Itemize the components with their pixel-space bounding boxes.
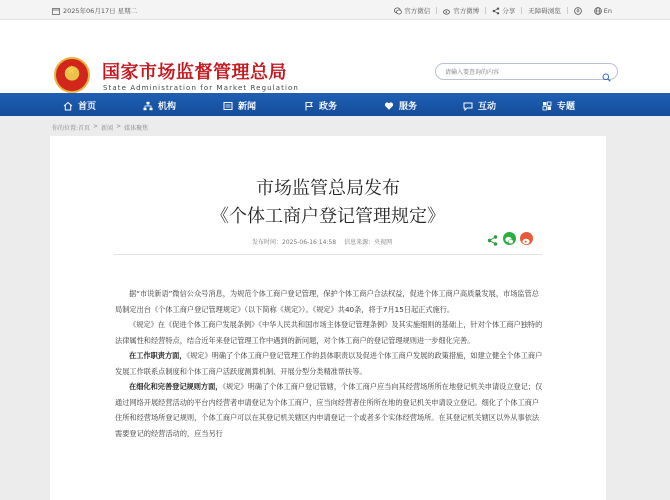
nav-org-label: 机构 — [158, 102, 177, 112]
main-nav — [0, 93, 670, 116]
breadcrumb-home[interactable]: 你的位置:首页 — [52, 125, 91, 132]
article-source: 信息来源：央视网 — [344, 239, 393, 246]
share-icon — [492, 7, 500, 15]
accessibility-link-label: 无障碍浏览 — [528, 7, 561, 15]
search-input[interactable] — [445, 67, 595, 77]
weibo-share-icon[interactable] — [520, 232, 533, 245]
wechat-link-label: 官方微信 — [404, 7, 431, 15]
search-box — [435, 63, 618, 80]
heart-icon — [384, 101, 394, 111]
home-icon — [63, 101, 73, 111]
accessibility-icon — [574, 7, 582, 15]
nav-news[interactable] — [223, 99, 256, 112]
nav-service-label: 服务 — [399, 102, 418, 112]
article-paragraph — [115, 348, 545, 379]
paragraph-text: 《规定》明确了个体工商户登记管理工作的县体职责以及促进个体工商户发展的政策措施，如建立健全个体工商户发展工作联系点制度和个体工商户活跃度测算机制、开展分型分类精准帮扶等。 — [115, 351, 543, 376]
site-subtitle: State Administration for Market Regulation — [103, 84, 299, 92]
chat-icon — [463, 101, 473, 111]
top-utility-bar — [0, 0, 670, 20]
nav-gov-label: 政务 — [319, 102, 338, 112]
nav-org[interactable] — [143, 99, 176, 112]
weibo-link[interactable] — [437, 6, 485, 15]
breadcrumb-news[interactable]: 新闻 — [101, 125, 114, 132]
article-container — [50, 136, 606, 500]
wechat-icon — [394, 7, 402, 15]
breadcrumb-separator: > — [93, 123, 99, 130]
paragraph-text: 《规定》明确了个体工商户登记管辖，个体工商户应当向其经营场所所在地登记机关申请设立登记；仅通过网络开展经营活动的平台内经营者申请登记为个体工商户，应当向经营者住所所在地的登记机关申请设立登记。细化了个体工商户住所和经营场所登记规则，个体工商户可以在其登记机关辖区内申请登记一个或者多个实体经营场所。在其登记机关辖区以外从事依法需要登记的经营活动的，应当另行 — [115, 382, 543, 438]
nav-gov[interactable] — [304, 99, 337, 112]
share-network-icon[interactable] — [486, 232, 499, 245]
nav-interact-label: 互动 — [478, 102, 497, 112]
paragraph-heading: 在细化和完善登记规则方面， — [129, 382, 223, 391]
breadcrumb-separator: > — [116, 123, 122, 130]
article-paragraph: 《规定》在《促进个体工商户发展条例》《中华人民共和国市场主体登记管理条例》及其实施细则的基础上，针对个体工商户独特的法律属性和经营特点，结合近年来登记管理工作中遇到的新问题，对个体工商户的登记管理规则进一步细化完善。 — [115, 320, 543, 345]
site-title[interactable]: 国家市场监督管理总局 — [102, 62, 287, 83]
weibo-icon — [443, 7, 451, 15]
breadcrumb — [52, 123, 148, 132]
article-paragraph: 据“市说新语”微信公众号消息，为规范个体工商户登记管理，保护个体工商户合法权益，促进个体工商户高质量发展，市场监管总局制定出台《个体工商户登记管理规定》（以下简称《规定》）。《规定》共40条，将于7月15日起正式施行。 — [115, 289, 539, 314]
accessibility-icon-link[interactable] — [568, 7, 588, 15]
globe-icon — [594, 7, 602, 15]
article-body — [115, 286, 545, 441]
share-buttons — [486, 232, 533, 245]
nav-interact[interactable] — [463, 99, 496, 112]
nav-topic[interactable] — [542, 99, 575, 112]
nav-topic-label: 专题 — [557, 102, 576, 112]
nav-home[interactable] — [63, 99, 96, 112]
top-links — [388, 6, 618, 15]
news-icon — [223, 101, 233, 111]
wechat-share-icon[interactable] — [503, 232, 516, 245]
weibo-link-label: 官方微博 — [453, 7, 480, 15]
share-link[interactable] — [486, 6, 521, 15]
publish-time: 发布时间：2025-06-16 14:58 — [252, 239, 337, 246]
date-display — [52, 6, 137, 15]
topic-icon — [542, 101, 552, 111]
flag-icon — [304, 101, 314, 111]
paragraph-heading: 在工作职责方面， — [129, 351, 187, 360]
accessibility-link[interactable] — [522, 6, 567, 15]
site-header — [0, 20, 670, 93]
calendar-icon — [52, 7, 60, 15]
article-paragraph — [115, 379, 545, 441]
article-title-line1: 市场监管总局发布 — [256, 178, 400, 199]
nav-news-label: 新闻 — [238, 102, 257, 112]
english-link-label: En — [603, 6, 612, 15]
nav-home-label: 首页 — [78, 102, 97, 112]
article-meta — [252, 237, 392, 246]
nav-service[interactable] — [384, 99, 417, 112]
breadcrumb-media[interactable]: 媒体聚焦 — [124, 125, 149, 132]
search-icon[interactable] — [602, 67, 611, 76]
org-icon — [143, 101, 153, 111]
wechat-link[interactable] — [388, 6, 436, 15]
share-link-label: 分享 — [502, 7, 516, 15]
english-link[interactable] — [588, 7, 618, 15]
national-emblem-logo[interactable] — [54, 57, 90, 93]
article-title-line2: 《个体工商户登记管理规定》 — [211, 206, 445, 227]
title-divider — [114, 254, 542, 255]
date-text: 2025年06月17日 星期二 — [63, 7, 138, 15]
